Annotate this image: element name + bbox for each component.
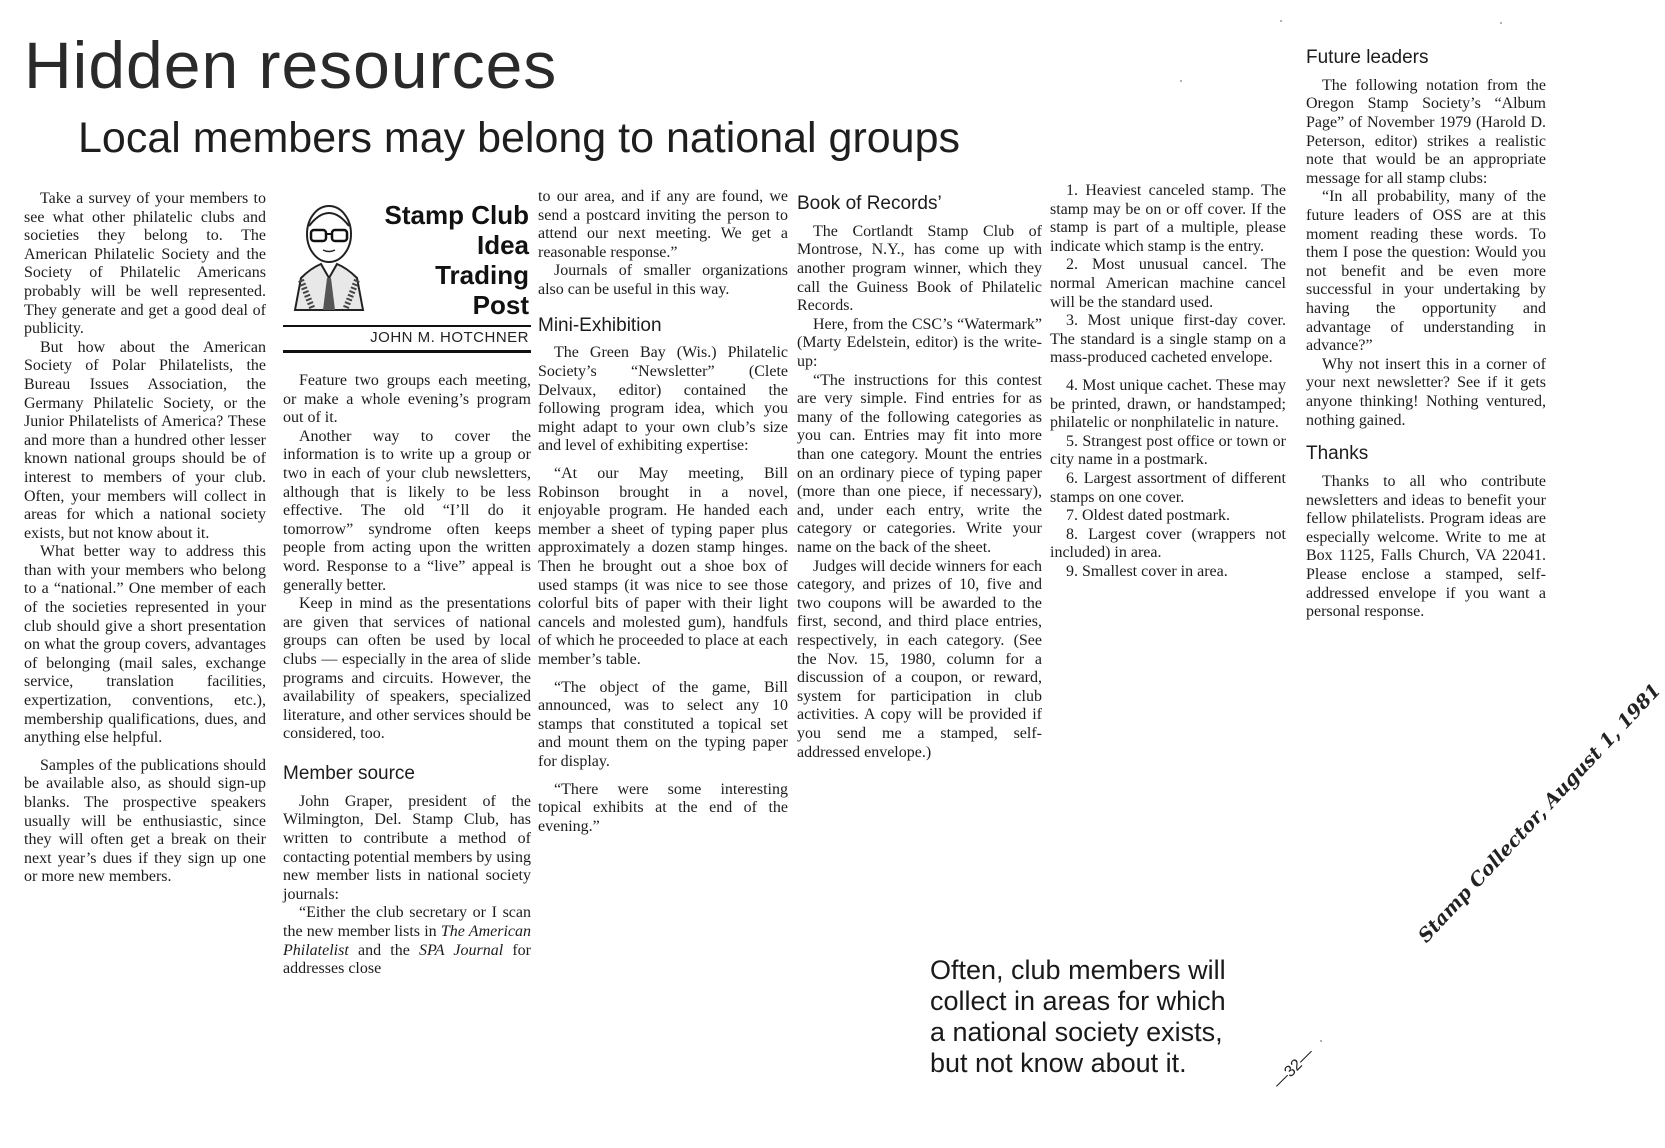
subheadline: Local members may belong to national groups (78, 114, 961, 162)
paragraph: Journals of smaller organizations also can be useful in this way. (538, 262, 788, 298)
category-item: 3. Most unique first-day cover. The standard is a single stamp on a mass-produced cacheted envelope. (1050, 312, 1286, 367)
paragraph: Samples of the publications should be available also, as should sign-up blanks. The prospective speakers usually will be enthusiastic, since they will often get a break on their next year’s dues if they sign up one or more new members. (24, 756, 266, 886)
page-number: —32— (1270, 1044, 1318, 1093)
paragraph: The Green Bay (Wis.) Philatelic Society’s “Newsletter” (Clete Delvaux, editor) contained the following program idea, which you might adapt to your own club’s size and level of exhibiting expertise: (538, 344, 788, 455)
paragraph: Another way to cover the information is to write up a group or two in each of your club newsletters, although that is likely to be less effective. The old “I’ll do it tomorrow” syndrome often keeps people from acting upon the written word. Response to a “live” appeal is generally better. (283, 427, 531, 594)
quote-text: for addresses close (283, 941, 531, 978)
paragraph: Keep in mind as the presentations are given that services of national groups can often be used by local clubs — especially in the area of slide programs and circuits. However, the availability of speakers, specialized literature, and other services should be considered, too. (283, 595, 531, 743)
scan-speck (1320, 1040, 1322, 1042)
quote-text: “Either the club secretary or I scan the new member lists in (283, 904, 531, 940)
column-4 (797, 190, 1042, 762)
pull-quote-line: Often, club members will (930, 955, 1226, 985)
paragraph: John Graper, president of the Wilmington, Del. Stamp Club, has written to contribute a method of contacting potential members by using new member lists in national society journals: (283, 792, 531, 903)
section-heading-book-of-records: Book of Records’ (797, 193, 942, 214)
column-5-categories (1050, 182, 1286, 581)
category-item: 9. Smallest cover in area. (1066, 562, 1228, 580)
publication-title: The American Philatelist (283, 922, 531, 959)
category-item: 5. Strangest post office or town or city name in a postmark. (1050, 432, 1286, 469)
section-heading-mini-exhibition: Mini-Exhibition (538, 314, 662, 336)
paragraph: “In all probability, many of the future leaders of OSS are at this moment reading these words. To them I pose the question: Would you not benefit and be even more successful in your undertaking by having the opportunity and advantage of understanding in advance?” (1306, 188, 1546, 355)
paragraph: “At our May meeting, Bill Robinson brought in a novel, enjoyable program. He handed each member a sheet of typing paper plus approximately a dozen stamp hinges. Then he brought out a shoe box of used stamps (it was nice to see those colorful bits of paper with their light cancels and molested gum), handfuls of which he proceeded to place at each member’s table. (538, 465, 788, 668)
paragraph: The Cortlandt Stamp Club of Montrose, N.Y., has come up with another program winner, which they call the Guiness Book of Philatelic Records. (797, 222, 1042, 315)
pull-quote (930, 955, 1310, 1079)
logo-line: Stamp Club (384, 200, 529, 230)
paragraph: The following notation from the Oregon Stamp Society’s “Album Page” of November 1979 (Harold D. Peterson, editor) strikes a realistic note that would be an appropriate message for all stamp clubs: (1306, 76, 1546, 187)
category-item: 8. Largest cover (wrappers not included) in area. (1050, 525, 1286, 562)
paragraph: Here, from the CSC’s “Watermark” (Marty Edelstein, editor) is the write-up: (797, 315, 1042, 371)
paragraph: But how about the American Society of Polar Philatelists, the Bureau Issues Association, the Germany Philatelic Society, or the Junior Philatelists of America? These and more than a hundred other lesser known national groups should be of interest to members of your club. Often, your members will collect in areas for which a national society exists, but not know about it. (24, 338, 266, 542)
column-logo-title (385, 200, 529, 320)
scan-speck (1280, 20, 1282, 22)
byline: JOHN M. HOTCHNER (370, 329, 529, 346)
scan-speck (1500, 22, 1502, 24)
logo-line: Idea (476, 230, 529, 260)
column-2 (283, 372, 531, 979)
logo-line: Trading (435, 260, 529, 290)
column-logo-box (283, 192, 531, 362)
paragraph: Take a survey of your members to see what other philatelic clubs and societies they belong to. The American Philatelic Society and the Society of Philatelic Americans probably will be well represented. They generate and get a good deal of publicity. (24, 190, 266, 338)
paragraph: Thanks to all who contribute newsletters and ideas to benefit your fellow philatelists. Program ideas are especially welcome. Write to me at Box 1125, Falls Church, VA 22041. Please enclose a stamped, self-addressed envelope if you want a personal response. (1306, 473, 1546, 621)
category-item: 4. Most unique cachet. These may be printed, drawn, or handstamped; philatelic or nonphilatelic in nature. (1050, 376, 1286, 432)
handwritten-source-note: Stamp Collector, August 1, 1981 (1413, 679, 1665, 947)
logo-line: Post (472, 290, 529, 320)
pull-quote-line: collect in areas for which (930, 986, 1226, 1016)
category-item: 1. Heaviest canceled stamp. The stamp may be on or off cover. If the stamp is part of a multiple, please indicate which stamp is the entry. (1050, 182, 1286, 255)
column-3 (538, 188, 788, 836)
paragraph: “There were some interesting topical exhibits at the end of the evening.” (538, 780, 788, 835)
publication-title: SPA Journal (419, 941, 504, 959)
category-item: 6. Largest assortment of different stamps on one cover. (1050, 469, 1286, 506)
paragraph: Judges will decide winners for each category, and prizes of 10, five and two coupons will be awarded to the first, second, and third place entries, respectively, in each category. (See the Nov. 15, 1980, column for a discussion of a coupon, or reward, system for participation in club activities. A copy will be provided if you send me a stamped, self-addressed envelope.) (797, 557, 1042, 761)
column-6 (1306, 48, 1546, 622)
category-item: 7. Oldest dated postmark. (1066, 507, 1230, 525)
paragraph: What better way to address this than with your members who belong to a “national.” One member of each of the societies represented in your club should give a short presentation on what the group covers, advantages of belonging (mail sales, exchange service, translation facilities, expertization, conventions, etc.), membership qualifications, dues, and anything else helpful. (24, 543, 266, 747)
author-portrait-icon (291, 198, 367, 318)
paragraph: Feature two groups each meeting, or make a whole evening’s program out of it. (283, 372, 531, 427)
paragraph: Why not insert this in a corner of your next newsletter? See if it gets anyone thinking! Nothing ventured, nothing gained. (1306, 355, 1546, 429)
section-heading-member-source: Member source (283, 762, 415, 784)
pull-quote-line: a national society exists, (930, 1017, 1223, 1047)
paragraph: “The instructions for this contest are very simple. Find entries for as many of the following categories as you can. Entries may fit into more than one category. Mount the entries on an ordinary piece of typing paper (more than one piece, if necessary), and, under each entry, write the category or categories. Write your name on the back of the sheet. (797, 371, 1042, 556)
section-heading-future-leaders: Future leaders (1306, 47, 1429, 68)
paragraph: to our area, and if any are found, we send a postcard inviting the person to attend our next meeting. We get a reasonable response.” (538, 188, 788, 261)
column-1 (24, 190, 266, 887)
scan-speck (1180, 80, 1182, 82)
quote-paragraph (283, 904, 531, 978)
headline: Hidden resources (24, 28, 558, 102)
quote-text: and the (348, 941, 419, 959)
pull-quote-line: but not know about it. (930, 1048, 1187, 1078)
paragraph: “The object of the game, Bill announced, was to select any 10 stamps that constituted a topical set and mount them on the typing paper for display. (538, 678, 788, 770)
section-heading-thanks: Thanks (1306, 443, 1369, 465)
category-item: 2. Most unusual cancel. The normal American machine cancel will be the standard used. (1050, 256, 1286, 311)
divider (283, 325, 531, 327)
divider (283, 350, 531, 353)
